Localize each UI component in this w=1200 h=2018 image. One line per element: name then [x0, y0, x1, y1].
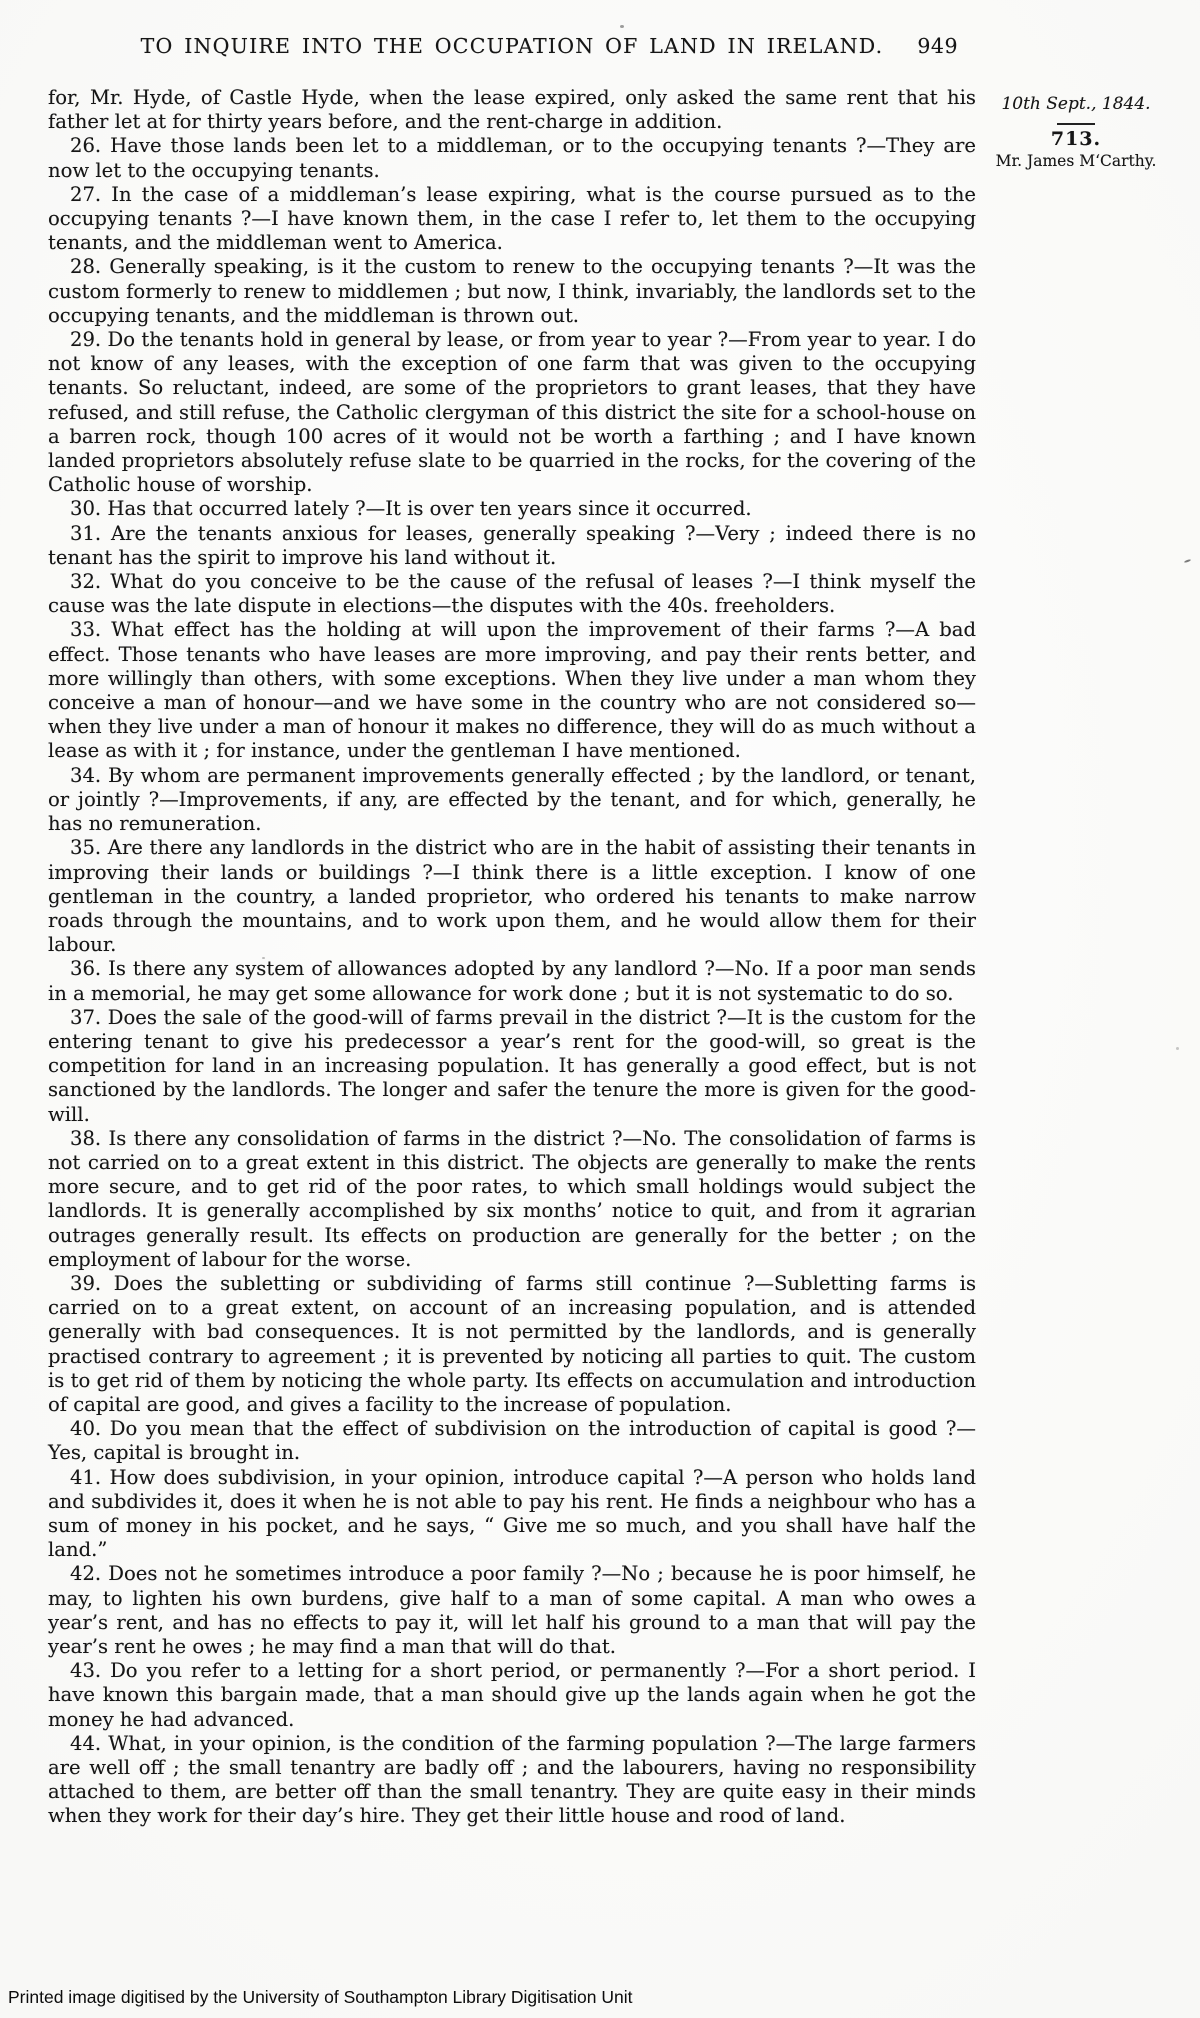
- question-paragraph: 27. In the case of a middleman’s lease expiring, what is the course pursued as to the occupying tenants ?—I have known them, in the case I refer to, let them to the occupying tenants, and the middleman went to America.: [48, 182, 976, 255]
- margin-session-date: 10th Sept., 1844.: [1001, 94, 1151, 114]
- scan-speck: [1184, 559, 1191, 563]
- testimony-body: [48, 86, 976, 1829]
- margin-notes: [985, 94, 1167, 170]
- question-paragraph: 42. Does not he sometimes introduce a poor family ?—No ; because he is poor himself, he may, to lighten his own burdens, give half to a man of some capital. A man who owes a year’s rent, and has no effects to pay it, will let half his ground to a man that will pay the year’s rent he owes ; he may find a man that will do that.: [48, 1562, 976, 1658]
- scan-speck: [1176, 1047, 1179, 1050]
- question-paragraph: 28. Generally speaking, is it the custom to renew to the occupying tenants ?—It was the custom formerly to renew to middlemen ; but now, I think, invariably, the landlords set to the occupying tenants, and the middleman is thrown out.: [48, 255, 976, 327]
- question-paragraph: 36. Is there any system of allowances adopted by any landlord ?—No. If a poor man sends in a memorial, he may get some allowance for work done ; but it is not systematic to do so.: [48, 957, 976, 1005]
- question-paragraph: 33. What effect has the holding at will upon the improvement of their farms ?—A bad effect. Those tenants who have leases are more improving, and pay their rents better, and more willingly than others, with some exceptions. When they live under a man whom they conceive a man of honour—and we have some in the country who are not considered so—when they live under a man of honour it makes no difference, they will do as much without a lease as with it ; for instance, under the gentleman I have mentioned.: [48, 618, 976, 763]
- scan-speck: [262, 957, 265, 959]
- digitisation-credit: Printed image digitised by the University of Southampton Library Digitisation Unit: [8, 1987, 633, 2007]
- question-paragraph: 44. What, in your opinion, is the condition of the farming population ?—The large farmers are well off ; the small tenantry are badly off ; and the labourers, having no responsibility attached to them, are better off than the small tenantry. They are quite easy in their minds when they work for their day’s hire. They get their little house and rood of land.: [48, 1731, 976, 1828]
- question-paragraph: 41. How does subdivision, in your opinion, introduce capital ?—A person who holds land and subdivides it, does it when he is not able to pay his rent. He finds a neighbour who has a sum of money in his pocket, and he says, “ Give me so much, and you shall have half the land.”: [48, 1465, 976, 1562]
- scan-speck: [620, 25, 624, 28]
- question-paragraph: 39. Does the subletting or subdividing of farms still continue ?—Subletting farms is carried on to a great extent, on account of an increasing population, and is attended generally with bad consequences. It is not permitted by the landlords, and is generally practised contrary to agreement ; it is prevented by noticing all parties to quit. The custom is to get rid of them by noticing the whole party. Its effects on accumulation and introduction of capital are good, and gives a facility to the increase of population.: [48, 1271, 976, 1416]
- margin-rule-divider: [1057, 123, 1095, 125]
- question-paragraph: 35. Are there any landlords in the district who are in the habit of assisting their tenants in improving their lands or buildings ?—I think there is a little exception. I know of one gentleman in the country, a landed proprietor, who ordered his tenants to make narrow roads through the mountains, and to work upon them, and he would allow them for their labour.: [48, 836, 976, 957]
- page-header: [48, 34, 976, 58]
- page-number: 949: [917, 34, 958, 58]
- running-title: TO INQUIRE INTO THE OCCUPATION OF LAND IN IRELAND.: [140, 34, 884, 58]
- question-paragraph: 29. Do the tenants hold in general by lease, or from year to year ?—From year to year. I do not know of any leases, with the exception of one farm that was given to the occupying tenants. So reluctant, indeed, are some of the proprietors to grant leases, that they have refused, and still refuse, the Catholic clergyman of this district the site for a school-house on a barren rock, though 100 acres of it would not be worth a farthing ; and I have known landed proprietors absolutely refuse slate to be quarried in the rocks, for the covering of the Catholic house of worship.: [48, 328, 976, 497]
- question-paragraph: 26. Have those lands been let to a middleman, or to the occupying tenants ?—They are now let to the occupying tenants.: [48, 134, 976, 182]
- question-paragraph: 34. By whom are permanent improvements generally effected ; by the landlord, or tenant, or jointly ?—Improvements, if any, are effected by the tenant, and for which, generally, he has no remuneration.: [48, 763, 976, 836]
- question-paragraph: 38. Is there any consolidation of farms in the district ?—No. The consolidation of farms is not carried on to a great extent in this district. The objects are generally to make the rents more secure, and to get rid of the poor rates, to which small holdings would subject the landlords. It is generally accomplished by six months’ notice to quit, and from it agrarian outrages generally result. Its effects on production are generally for the better ; on the employment of labour for the worse.: [48, 1126, 976, 1271]
- question-paragraph: 43. Do you refer to a letting for a short period, or permanently ?—For a short period. I have known this bargain made, that a man should give up the lands again when he got the money he had advanced.: [48, 1659, 976, 1731]
- question-paragraph: 40. Do you mean that the effect of subdivision on the introduction of capital is good ?—Yes, capital is brought in.: [48, 1417, 976, 1465]
- witness-name: Mr. James M‘Carthy.: [995, 152, 1157, 170]
- question-paragraph: 32. What do you conceive to be the cause of the refusal of leases ?—I think myself the cause was the late dispute in elections—the disputes with the 40s. freeholders.: [48, 570, 976, 618]
- question-paragraph: 30. Has that occurred lately ?—It is over ten years since it occurred.: [70, 497, 752, 521]
- question-paragraph: 31. Are the tenants anxious for leases, generally speaking ?—Very ; indeed there is no tenant has the spirit to improve his land without it.: [48, 521, 976, 569]
- continuation-paragraph: for, Mr. Hyde, of Castle Hyde, when the lease expired, only asked the same rent that his father let at for thirty years before, and the rent-charge in addition.: [48, 86, 976, 134]
- question-reference-number: 713.: [1050, 128, 1102, 150]
- question-paragraph: 37. Does the sale of the good-will of farms prevail in the district ?—It is the custom for the entering tenant to give his predecessor a year’s rent for the good-will, so great is the competition for land in an increasing population. It has generally a good effect, but is not sanctioned by the landlords. The longer and safer the tenure the more is given for the good-will.: [48, 1005, 976, 1126]
